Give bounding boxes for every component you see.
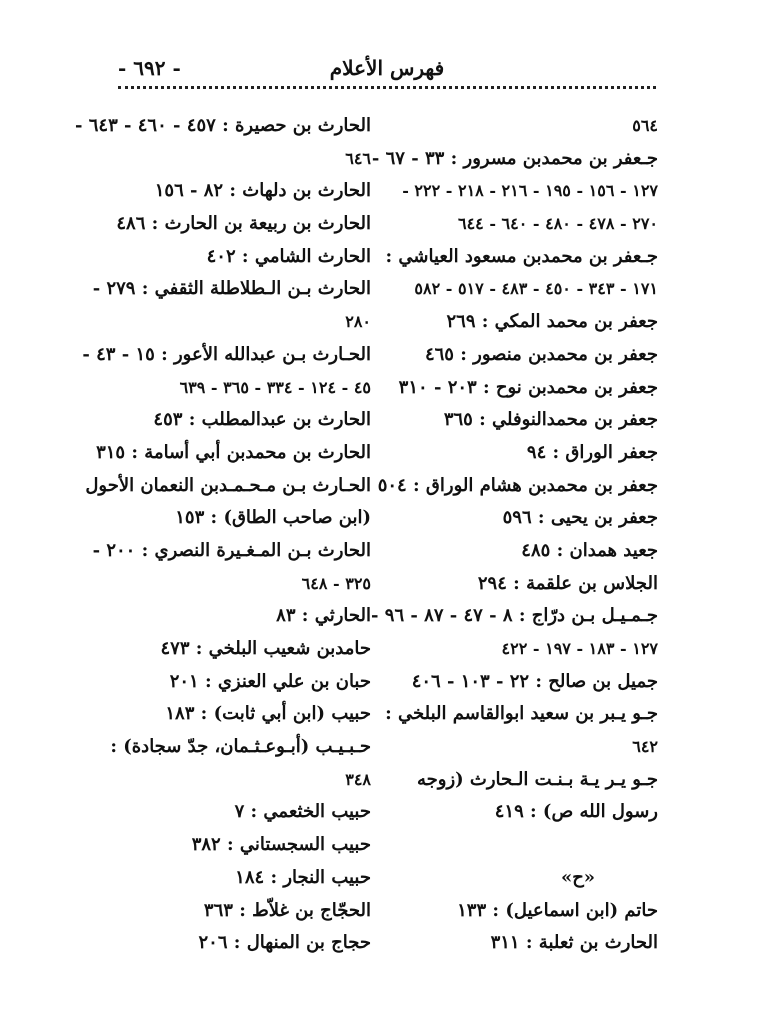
- index-entry-line: جـو يـر يـة بـنـت الـحارث (زوجه: [416, 768, 658, 790]
- index-entry-line: ٣٢٥ - ٦٤٨: [301, 573, 371, 593]
- index-entry-line: الجلاس بن علقمة : ٢٩٤: [477, 572, 658, 594]
- index-entry-line: جعفر بن محمدبن هشام الوراق : ٥٠٤: [377, 474, 658, 496]
- index-entry-line: الحارث بن حصيرة : ٤٥٧ - ٤٦٠ - ٦٤٣ -: [74, 115, 371, 136]
- header-dotted-rule: [118, 86, 656, 89]
- index-entry-line: الحارث بن ربيعة بن الحارث : ٤٨٦: [116, 213, 371, 235]
- index-entry-line: جعفر بن محمدبن منصور : ٤٦٥: [424, 343, 658, 365]
- index-entry-line: ٢٧٠ - ٤٧٨ - ٤٨٠ - ٦٤٠ - ٦٤٤: [457, 214, 658, 234]
- index-entry-line: حجاج بن المنهال : ٢٠٦: [198, 932, 371, 954]
- index-entry-line: الحارث بن عبدالمطلب : ٤٥٣: [153, 409, 371, 431]
- page-header: [118, 52, 656, 88]
- index-entry-line: حبيب (ابن أبي ثابت) : ١٨٣: [165, 703, 371, 725]
- index-entry-line: ١٢٧ - ١٨٣ - ١٩٧ - ٤٢٢: [501, 639, 658, 658]
- index-column-right: [371, 110, 658, 960]
- index-entry-line: جعفر بن محمدالنوفلي : ٣٦٥: [443, 409, 658, 431]
- index-entry-line: الحارث بـن المـغـيرة النصري : ٢٠٠ -: [92, 539, 371, 561]
- index-entry-line: حـبـيـب (أبـوعـثـمان، جدّ سجادة) :: [110, 736, 371, 758]
- index-entry-line: جـعفر بن محمدبن مسعود العياشي :: [385, 245, 658, 267]
- index-entry-line: حبيب السجستاني : ٣٨٢: [191, 834, 371, 856]
- index-entry-line: جـمـيـل بـن درّاج : ٨ - ٤٧ - ٨٧ - ٩٦ -: [371, 605, 658, 627]
- index-entry-line: الحارث بـن الـطلاطلة الثقفي : ٢٧٩ -: [92, 278, 371, 300]
- index-entry-line: حبان بن علي العنزي : ٢٠١: [169, 670, 371, 692]
- index-entry-line: ٣٤٨: [345, 769, 371, 789]
- index-entry-line: جعيد همدان : ٤٨٥: [521, 539, 658, 561]
- index-entry-line: حاتم (ابن اسماعيل) : ١٣٣: [457, 899, 658, 921]
- index-entry-line: جعفر بن يحيى : ٥٩٦: [502, 507, 658, 529]
- index-entry-line: الحجّاج بن غلاّط : ٣٦٣: [203, 899, 371, 921]
- index-entry-line: ٤٥ - ١٢٤ - ٣٣٤ - ٣٦٥ - ٦٣٩: [179, 377, 371, 397]
- index-entry-line: الحارث بن محمدبن أبي أسامة : ٣١٥: [96, 441, 371, 463]
- index-entry-line: حامدبن شعيب البلخي : ٤٧٣: [160, 638, 371, 659]
- index-entry-line: جـو يـبر بن سعيد ابوالقاسم البلخي :: [385, 703, 658, 725]
- index-entry-line: ٦٤٦: [345, 148, 371, 168]
- index-entry-line: [388, 829, 658, 862]
- index-entry-line: رسول الله ص) : ٤١٩: [494, 801, 658, 823]
- index-entry-line: جعفر بن محمدبن نوح : ٢٠٣ - ٣١٠: [398, 376, 658, 398]
- index-entry-line: ٢٨٠: [345, 312, 371, 332]
- page-title: فهرس الأعلام: [329, 56, 445, 80]
- index-column-left: [74, 110, 371, 960]
- index-entry-line: حبيب الخثعمي : ٧: [234, 801, 371, 823]
- index-entry-line: ١٢٧ - ١٥٦ - ١٩٥ - ٢١٦ - ٢١٨ - ٢٢٢ -: [402, 181, 658, 201]
- index-entry-line: ١٧١ - ٣٤٣ - ٤٥٠ - ٤٨٣ - ٥١٧ - ٥٨٢: [414, 279, 658, 299]
- index-entry-line: الحارثي : ٨٣: [276, 605, 371, 627]
- index-entry-line: ٦٤٢: [632, 737, 658, 757]
- index-entry-line: ٥٦٤: [632, 116, 658, 135]
- section-letter-heading: «ح»: [560, 866, 596, 888]
- index-entry-line: الحارث بن ثعلبة : ٣١١: [490, 932, 658, 954]
- index-entry-line: الحارث الشامي : ٤٠٢: [206, 245, 371, 267]
- index-entry-line: جميل بن صالح : ٢٢ - ١٠٣ - ٤٠٦: [411, 670, 658, 692]
- index-entry-line: الحـارث بـن عبدالله الأعور : ١٥ - ٤٣ -: [82, 343, 371, 365]
- index-entry-line: جعفر بن محمد المكي : ٢٦٩: [446, 311, 658, 333]
- index-entry-line: جـعفر بن محمدبن مسرور : ٣٣ - ٦٧ -: [371, 147, 658, 169]
- index-entry-line: حبيب النجار : ١٨٤: [235, 866, 371, 888]
- index-entry-line: الحـارث بـن مـحـمـدبن النعمان الأحول: [85, 474, 371, 496]
- index-entry-line: (ابن صاحب الطاق) : ١٥٣: [175, 507, 371, 529]
- page-number: - ٦٩٢ -: [118, 56, 181, 80]
- index-entry-line: الحارث بن دلهاث : ٨٢ - ١٥٦: [154, 180, 371, 202]
- index-entry-line: جعفر الوراق : ٩٤: [526, 441, 658, 463]
